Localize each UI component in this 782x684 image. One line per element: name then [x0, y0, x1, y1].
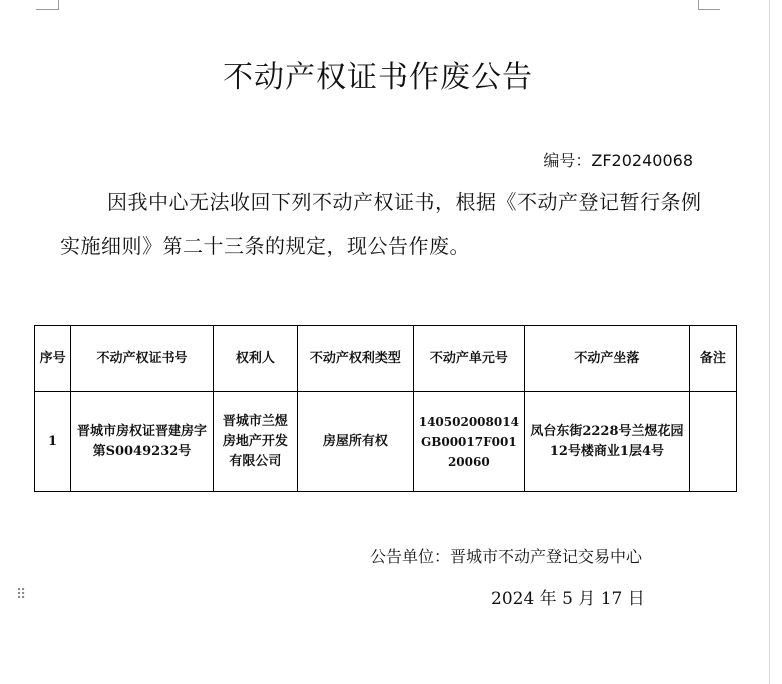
header-cert-no: 不动产权证书号	[71, 326, 214, 392]
header-right-type: 不动产权利类型	[298, 326, 413, 392]
header-holder: 权利人	[213, 326, 297, 392]
cell-unit-no: 140502008014GB00017F00120060	[413, 392, 524, 492]
document-number: 编号：ZF20240068	[543, 151, 693, 170]
header-remark: 备注	[689, 326, 736, 392]
page-title: 不动产权证书作废公告	[223, 60, 533, 95]
table-header-row	[35, 326, 737, 392]
crop-mark-top-left-vertical	[58, 0, 59, 10]
cell-no: 1	[35, 392, 71, 492]
issue-date: 2024 年 5 月 17 日	[491, 589, 645, 609]
header-location: 不动产坐落	[525, 326, 690, 392]
crop-mark-top-right-vertical	[698, 0, 699, 10]
cell-cert-no: 晋城市房权证晋建房字第S0049232号	[71, 392, 214, 492]
cell-holder: 晋城市兰煜房地产开发有限公司	[213, 392, 297, 492]
certificate-table	[34, 325, 737, 492]
cell-location: 凤台东街2228号兰煜花园12号楼商业1层4号	[525, 392, 690, 492]
cell-remark	[689, 392, 736, 492]
table-row	[35, 392, 737, 492]
crop-mark-top-right	[698, 9, 720, 10]
announcement-body: 因我中心无法收回下列不动产权证书，根据《不动产登记暂行条例实施细则》第二十三条的规定，现公告作废。	[60, 190, 702, 258]
drag-handle-icon[interactable]: ⠿	[16, 587, 27, 603]
page-edge	[769, 0, 770, 684]
crop-mark-top-left	[36, 9, 58, 10]
cell-right-type: 房屋所有权	[298, 392, 413, 492]
header-no: 序号	[35, 326, 71, 392]
header-unit-no: 不动产单元号	[413, 326, 524, 392]
issuing-unit: 公告单位：晋城市不动产登记交易中心	[370, 547, 643, 566]
